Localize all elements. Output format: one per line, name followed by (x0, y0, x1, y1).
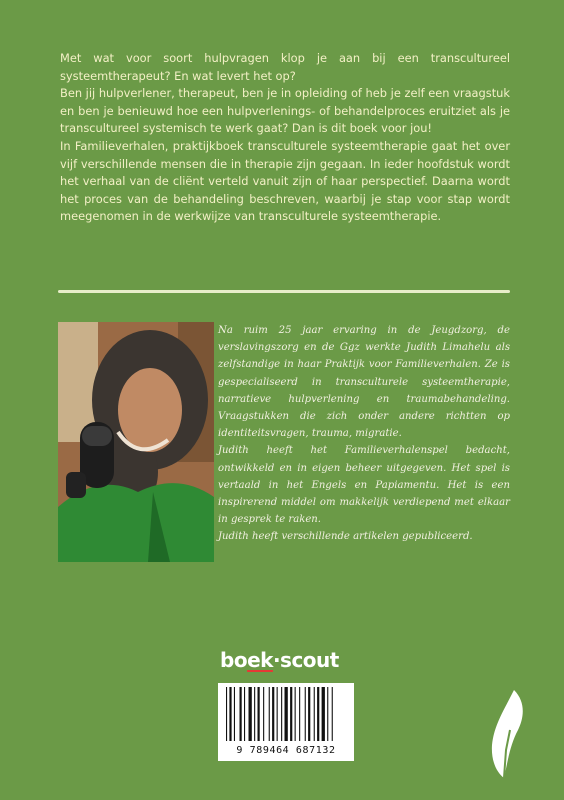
barcode-bar (263, 687, 264, 741)
bio-paragraph: Judith heeft het Familieverhalenspel bedacht, ontwikkeld en in eigen beheer uitgegeven. Het spel is vertaald in het Engels en Papiamentu. Het is een inspirerend middel om makkelijk verdiepend met elkaar in gesprek te raken. (218, 445, 510, 526)
barcode-bar (277, 687, 278, 741)
barcode-bar (244, 687, 245, 741)
isbn-number: 9 789464 687132 (236, 745, 336, 756)
bio-paragraph: Na ruim 25 jaar ervaring in de Jeugdzorg, de verslavingszorg en de Ggz werkte Judith Limahelu als zelfstandige in haar Praktijk voor Familieverhalen. Ze is gespecialiseerd in transculturele systeemtherapie, narratieve hulpverlening en traumabehandeling. Vraagstukken die zich onder andere richtten op identiteitsvragen, trauma, migratie. (218, 325, 510, 440)
blurb-paragraph: In Familieverhalen, praktijkboek transculturele systeemtherapie gaat het over vijf verschillende mensen die in therapie zijn gegaan. In ieder hoofdstuk wordt het verhaal van de cliënt verteld vanuit zijn of haar perspectief. Daarna wordt het proces van de behandeling beschreven, waarbij je stap voor stap wordt meegenomen in de werkwijze van transculturele systeemtherapie. (60, 138, 510, 224)
blurb-paragraph: Met wat voor soort hulpvragen klop je aan bij een transcultureel systeemtherapeut? En wat levert het op? (60, 51, 510, 83)
barcode-bar (305, 687, 306, 741)
barcode-bar (295, 687, 296, 741)
blurb-text (60, 50, 510, 226)
barcode-bar (269, 687, 270, 741)
author-photo (58, 322, 214, 562)
barcode-bar (285, 687, 288, 741)
barcode-bar (240, 687, 242, 741)
blurb-paragraph: Ben jij hulpverlener, therapeut, ben je in opleiding of heb je zelf een vraagstuk en ben je benieuwd hoe een hulpverlenings- of behandelproces eruitziet als je transcultureel systemisch te werk gaat? Dan is dit boek voor jou! (60, 86, 510, 136)
barcode-bar (327, 687, 328, 741)
publisher-logo (220, 648, 339, 672)
barcode-bars (218, 683, 354, 743)
logo-dot: · (272, 648, 281, 672)
barcode-bar (299, 687, 300, 741)
barcode (218, 683, 354, 761)
logo-text-part: scout (280, 648, 339, 672)
barcode-bar (226, 687, 227, 741)
barcode-bar (281, 687, 282, 741)
barcode-bar (290, 687, 292, 741)
barcode-bar (272, 687, 274, 741)
leaf-icon (484, 690, 534, 780)
logo-text-part: ek (247, 648, 273, 672)
bio-paragraph: Judith heeft verschillende artikelen gepubliceerd. (218, 531, 473, 543)
barcode-bar (332, 687, 333, 741)
barcode-bar (229, 687, 231, 741)
barcode-bar (322, 687, 325, 741)
author-bio (218, 322, 510, 546)
barcode-bar (234, 687, 235, 741)
barcode-bar (314, 687, 315, 741)
barcode-bar (258, 687, 260, 741)
barcode-bar (317, 687, 319, 741)
barcode-bar (254, 687, 255, 741)
barcode-bar (249, 687, 252, 741)
divider-line (58, 290, 510, 293)
barcode-bar (308, 687, 310, 741)
logo-text-part: bo (220, 648, 248, 672)
